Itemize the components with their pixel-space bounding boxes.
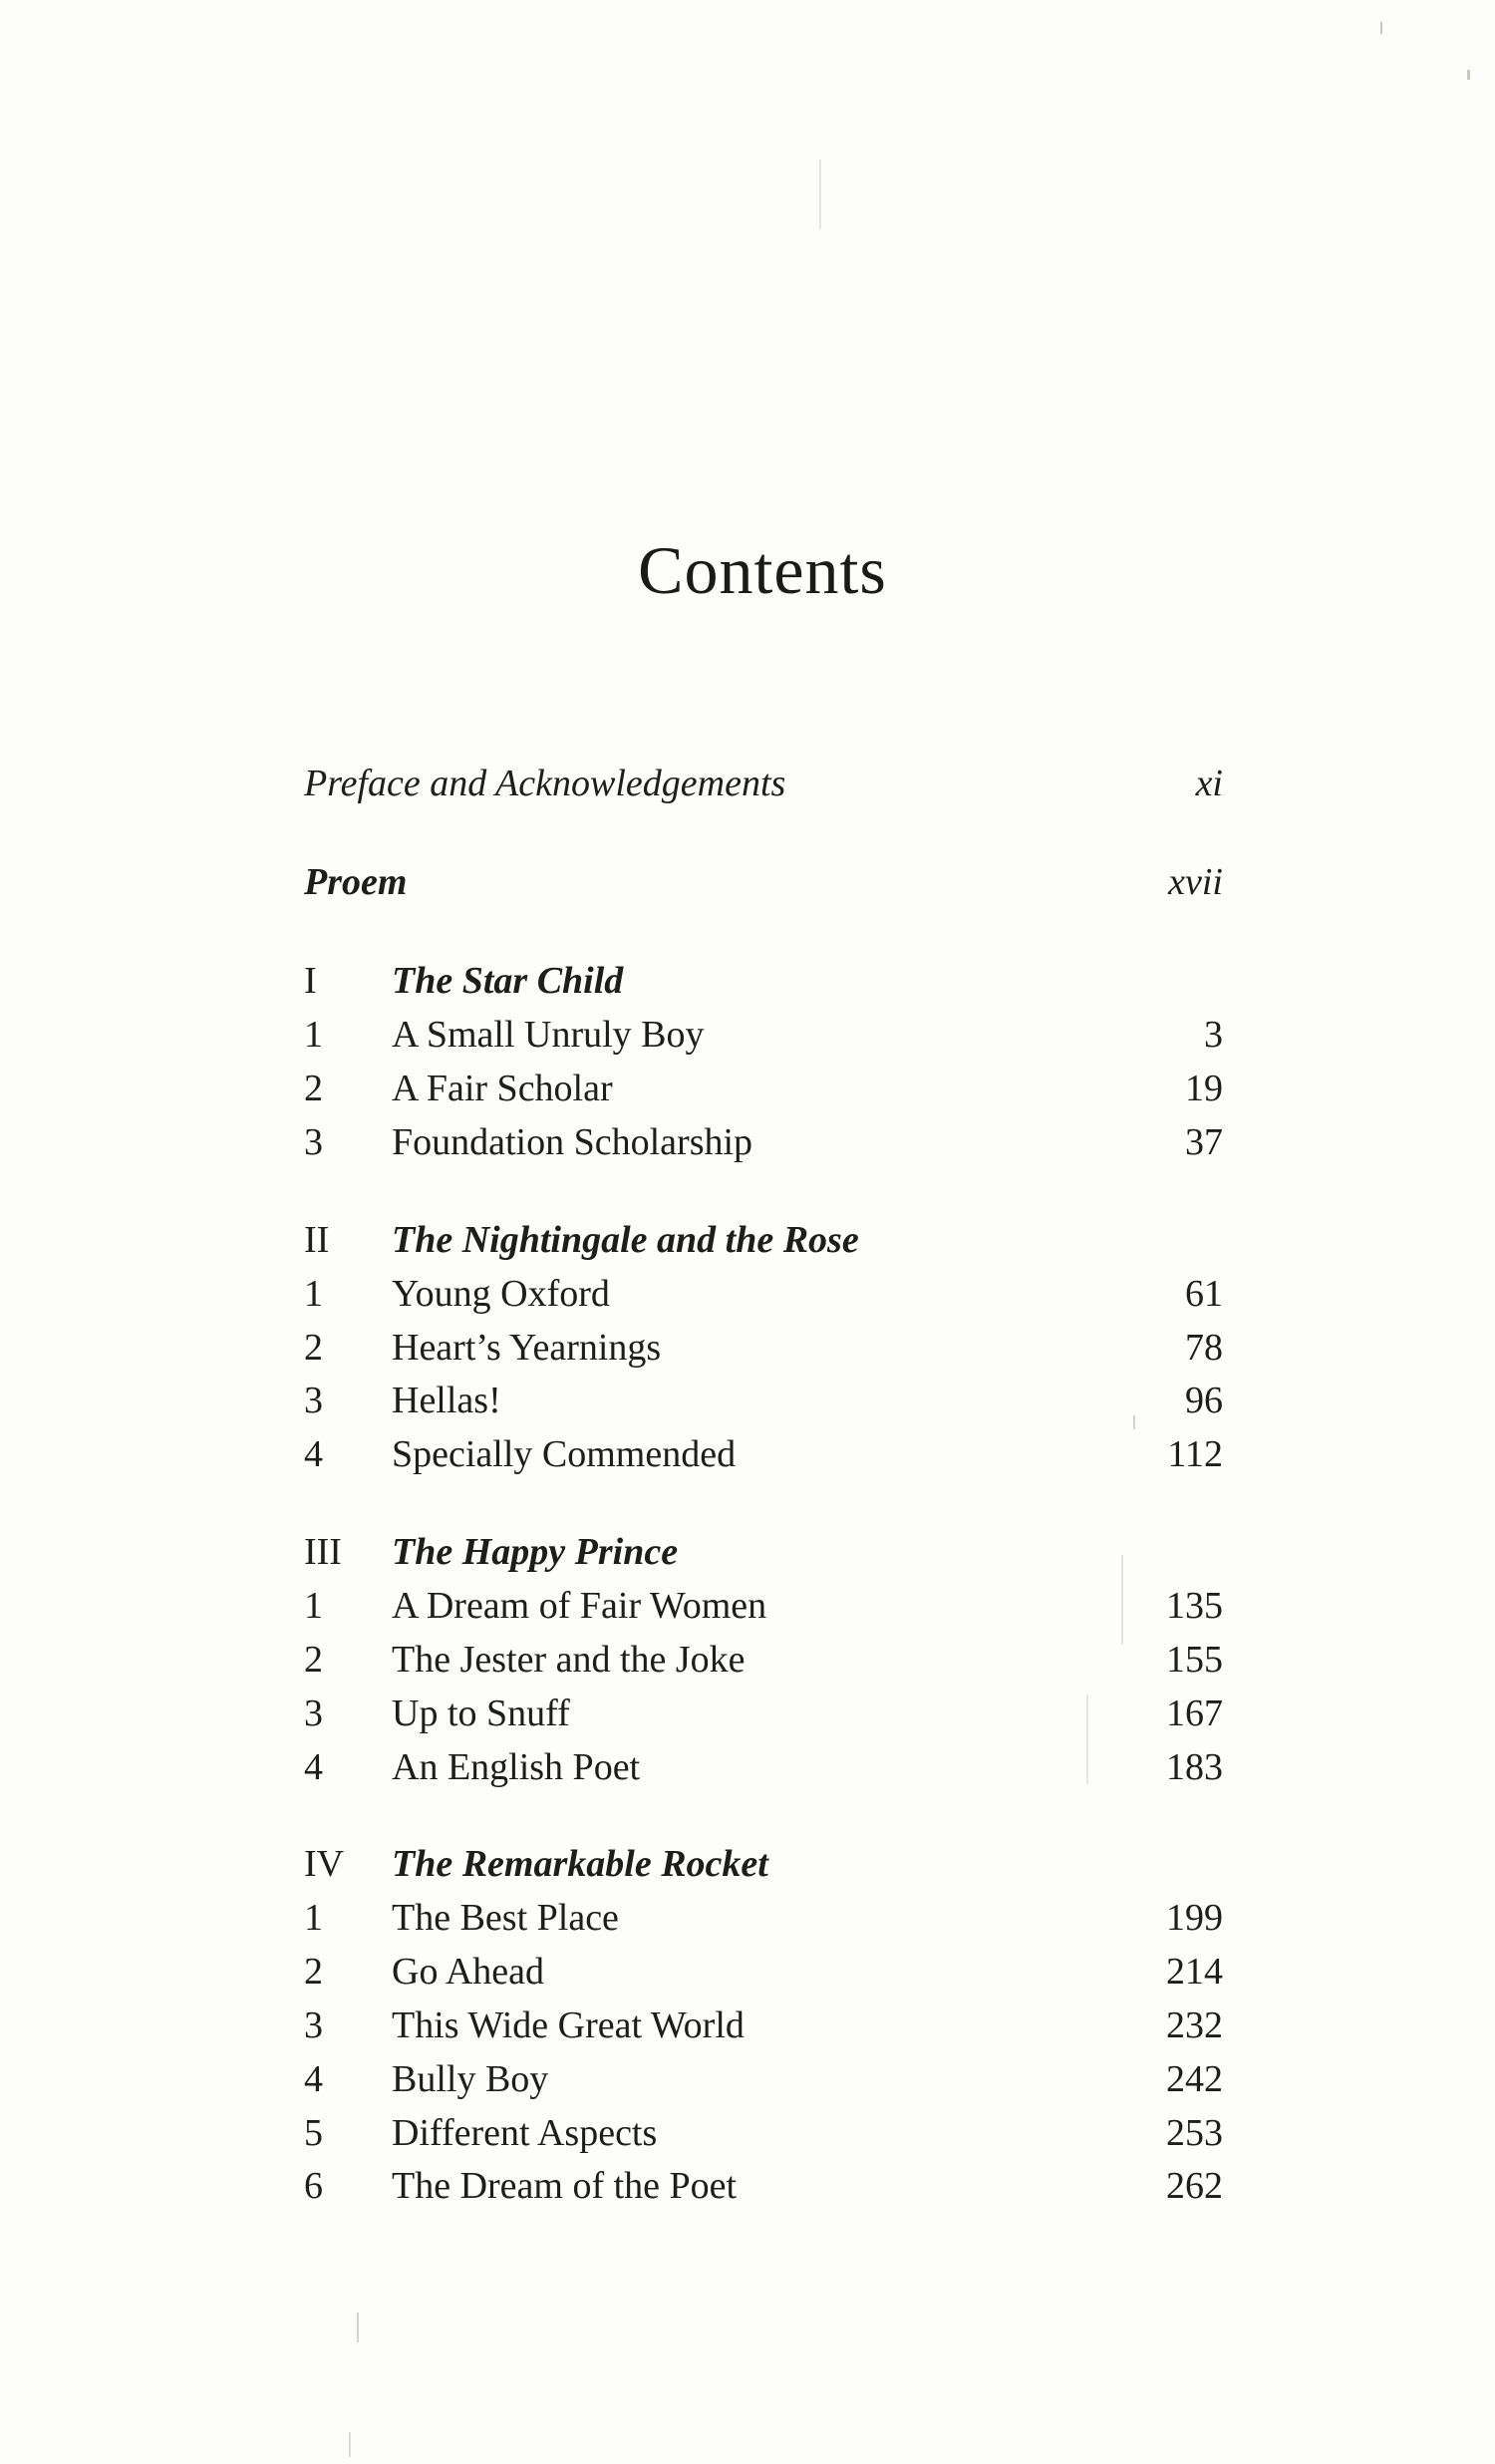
- chapter-number: 3: [304, 2004, 323, 2046]
- chapter-title: Young Oxford: [392, 1273, 610, 1315]
- chapter-title: Hellas!: [392, 1380, 501, 1421]
- toc-chapter-row: [304, 1426, 1223, 1482]
- toc-chapter-row: [304, 1632, 1223, 1688]
- chapter-page-number: 155: [1166, 1639, 1223, 1681]
- toc-chapter-row: [304, 1890, 1223, 1946]
- chapter-number: 2: [304, 1639, 323, 1681]
- chapter-title: A Fair Scholar: [392, 1068, 613, 1109]
- part-title: The Happy Prince: [392, 1531, 679, 1573]
- chapter-page-number: 199: [1166, 1897, 1223, 1939]
- toc-chapter-row: [304, 1114, 1223, 1170]
- toc-chapter-row: [304, 2158, 1223, 2214]
- chapter-title: Up to Snuff: [392, 1693, 570, 1734]
- toc-part-heading: [304, 953, 1223, 1009]
- chapter-title: The Best Place: [392, 1897, 619, 1939]
- chapter-title: A Small Unruly Boy: [392, 1014, 705, 1056]
- toc-part-heading: [304, 1836, 1223, 1892]
- chapter-number: 1: [304, 1897, 323, 1939]
- chapter-number: 4: [304, 2058, 323, 2100]
- toc-part-heading: [304, 1212, 1223, 1268]
- chapter-number: 1: [304, 1014, 323, 1056]
- chapter-title: Go Ahead: [392, 1951, 545, 1993]
- toc-entry-preface: [304, 756, 1223, 811]
- chapter-title: Bully Boy: [392, 2058, 549, 2100]
- entry-page-number: xi: [1195, 763, 1223, 804]
- chapter-page-number: 112: [1167, 1433, 1223, 1475]
- part-numeral: I: [304, 960, 317, 1002]
- chapter-title: Foundation Scholarship: [392, 1121, 753, 1163]
- chapter-page-number: 135: [1166, 1585, 1223, 1627]
- chapter-number: 3: [304, 1693, 323, 1734]
- chapter-page-number: 242: [1166, 2058, 1223, 2100]
- scan-speck: [1086, 1694, 1088, 1784]
- page-title: Contents: [638, 532, 887, 608]
- chapter-page-number: 167: [1166, 1693, 1223, 1734]
- chapter-number: 2: [304, 1327, 323, 1369]
- chapter-page-number: 61: [1185, 1273, 1223, 1315]
- chapter-number: 3: [304, 1380, 323, 1421]
- toc-part-heading: [304, 1524, 1223, 1580]
- scan-speck: [1467, 70, 1470, 80]
- toc-chapter-row: [304, 2105, 1223, 2161]
- chapter-title: Heart’s Yearnings: [392, 1327, 662, 1369]
- chapter-title: The Jester and the Joke: [392, 1639, 746, 1681]
- chapter-number: 6: [304, 2165, 323, 2207]
- scan-speck: [819, 159, 821, 229]
- toc-chapter-row: [304, 1686, 1223, 1741]
- chapter-number: 1: [304, 1273, 323, 1315]
- chapter-title: Specially Commended: [392, 1433, 737, 1475]
- chapter-title: The Dream of the Poet: [392, 2165, 738, 2207]
- chapter-page-number: 253: [1166, 2112, 1223, 2154]
- chapter-number: 4: [304, 1433, 323, 1475]
- part-numeral: II: [304, 1219, 330, 1261]
- chapter-page-number: 96: [1185, 1380, 1223, 1421]
- part-numeral: IV: [304, 1843, 345, 1885]
- chapter-page-number: 214: [1166, 1951, 1223, 1993]
- part-title: The Remarkable Rocket: [392, 1843, 768, 1885]
- chapter-title: Different Aspects: [392, 2112, 658, 2154]
- chapter-number: 3: [304, 1121, 323, 1163]
- part-title: The Nightingale and the Rose: [392, 1219, 859, 1261]
- toc-chapter-row: [304, 2051, 1223, 2107]
- toc-chapter-row: [304, 1578, 1223, 1634]
- part-title: The Star Child: [392, 960, 624, 1002]
- chapter-number: 2: [304, 1951, 323, 1993]
- toc-entry-proem: [304, 854, 1223, 910]
- scan-speck: [1121, 1555, 1123, 1645]
- toc-chapter-row: [304, 1373, 1223, 1428]
- chapter-page-number: 78: [1185, 1327, 1223, 1369]
- scan-speck: [349, 2432, 351, 2457]
- entry-title: Proem: [304, 861, 408, 903]
- entry-title: Preface and Acknowledgements: [304, 763, 786, 804]
- chapter-page-number: 262: [1166, 2165, 1223, 2207]
- toc-chapter-row: [304, 1061, 1223, 1116]
- toc-chapter-row: [304, 1266, 1223, 1322]
- toc-chapter-row: [304, 1007, 1223, 1063]
- chapter-page-number: 3: [1204, 1014, 1223, 1056]
- chapter-number: 4: [304, 1746, 323, 1788]
- entry-page-number: xvii: [1168, 861, 1223, 903]
- toc-chapter-row: [304, 1944, 1223, 2000]
- chapter-page-number: 232: [1166, 2004, 1223, 2046]
- chapter-title: An English Poet: [392, 1746, 641, 1788]
- chapter-page-number: 183: [1166, 1746, 1223, 1788]
- part-numeral: III: [304, 1531, 342, 1573]
- toc-chapter-row: [304, 1739, 1223, 1795]
- chapter-number: 1: [304, 1585, 323, 1627]
- toc-chapter-row: [304, 1998, 1223, 2053]
- chapter-title: This Wide Great World: [392, 2004, 745, 2046]
- chapter-page-number: 37: [1185, 1121, 1223, 1163]
- toc-chapter-row: [304, 1320, 1223, 1376]
- scan-speck: [1380, 22, 1382, 34]
- chapter-number: 2: [304, 1068, 323, 1109]
- chapter-page-number: 19: [1185, 1068, 1223, 1109]
- scan-speck: [1133, 1415, 1135, 1429]
- chapter-number: 5: [304, 2112, 323, 2154]
- scan-speck: [357, 2312, 359, 2342]
- chapter-title: A Dream of Fair Women: [392, 1585, 767, 1627]
